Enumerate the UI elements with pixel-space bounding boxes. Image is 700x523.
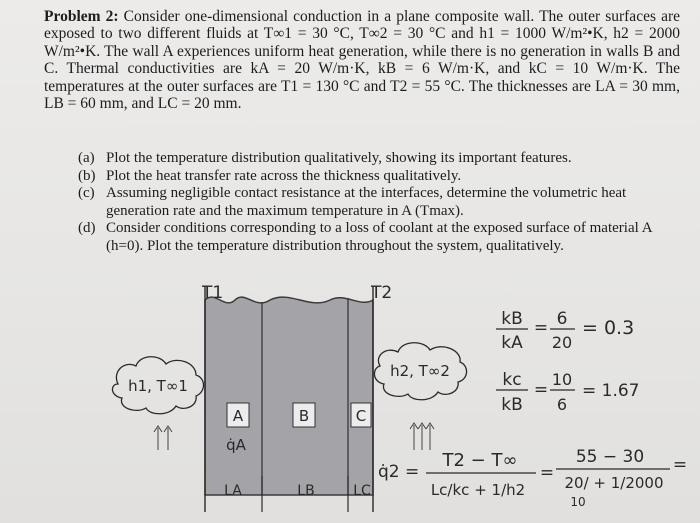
kb-ka-value-bottom: 20 — [551, 333, 573, 352]
kc-kb-value-top: 10 — [551, 370, 573, 389]
problem-statement — [44, 8, 680, 112]
lb-label: LB — [297, 483, 315, 499]
part-d — [78, 220, 678, 255]
wall-b-label: B — [298, 407, 310, 425]
heat-rate-denominator-sub: 10 — [570, 495, 586, 509]
heat-rate-equals: = — [539, 463, 555, 483]
part-c — [78, 185, 678, 220]
problem-text: Consider one-dimensional conduction in a plane composite wall. The outer surfaces are exposed to two different fluids at T∞1 = 30 °C, T∞2 = 30 °C and h1 = 1000 W/m²•K, h2 = 2000 W/m²•K. The wall A experiences uniform heat generation, while there is no generation in walls B and C. Thermal conductivities are kA = 20 W/m·K, kB = 6 W/m·K, and kC = 10 W/m·K. The temperatures at the outer surfaces are T1 = 130 °C and T2 = 55 °C. The thicknesses are LA = 30 mm, LB = 60 mm, and LC = 20 mm. — [44, 8, 680, 113]
heat-rate-trailing-equals: = — [672, 455, 688, 475]
lc-label: LC — [353, 483, 371, 499]
left-flow-arrows — [154, 426, 172, 450]
kc-kb-denominator: kB — [501, 395, 523, 415]
handwritten-calculations — [378, 309, 687, 509]
heat-rate-denominator-values: 20/ + 1/2000 — [564, 474, 664, 492]
heat-rate-denominator: Lc/kc + 1/h2 — [430, 481, 526, 499]
heat-rate-lhs: q̇2 = — [378, 462, 420, 482]
heat-rate-numerator-values: 55 − 30 — [575, 447, 645, 467]
la-label: LA — [224, 483, 242, 499]
wall-a-label: A — [232, 407, 244, 425]
t2-label: T2 — [371, 283, 393, 303]
kc-kb-numerator: kc — [502, 370, 522, 390]
part-a — [78, 150, 678, 168]
wall-c-label: C — [355, 407, 367, 425]
composite-wall-figure — [0, 280, 700, 523]
part-a-text: Plot the temperature distribution qualitatively, showing its important features. — [106, 150, 572, 166]
problem-parts — [78, 150, 678, 256]
part-c-label: (c) — [78, 185, 95, 202]
right-flow-arrows — [410, 423, 434, 450]
part-b-text: Plot the heat transfer rate across the thickness qualitatively. — [106, 167, 462, 184]
problem-title: Problem 2: — [44, 8, 119, 25]
kb-ka-numerator: kB — [501, 309, 523, 329]
part-b-label: (b) — [78, 167, 96, 184]
kc-kb-value-bottom: 6 — [556, 395, 568, 414]
part-a-label: (a) — [78, 150, 95, 166]
kb-ka-result: = 0.3 — [582, 317, 635, 339]
part-d-label: (d) — [78, 220, 96, 237]
kc-kb-equals: = — [533, 380, 549, 400]
kb-ka-value-top: 6 — [556, 309, 568, 329]
generation-label: q̇A — [226, 436, 246, 454]
left-fluid-label: h1, T∞1 — [128, 377, 188, 395]
part-c-text: Assuming negligible contact resistance at the interfaces, determine the volumetric heat generation rate and the maximum temperature in A (Tmax). — [106, 185, 627, 219]
kb-ka-denominator: kA — [501, 333, 523, 353]
part-b — [78, 168, 678, 186]
kc-kb-result: = 1.67 — [582, 381, 640, 401]
heat-rate-numerator: T2 − T∞ — [442, 450, 518, 471]
part-d-text: Consider conditions corresponding to a loss of coolant at the exposed surface of material A (h=0). Plot the temperature distribution throughout the system, qualitatively. — [106, 220, 652, 254]
t1-label: T1 — [202, 283, 224, 303]
right-fluid-label: h2, T∞2 — [390, 362, 450, 380]
kb-ka-equals: = — [533, 318, 549, 338]
